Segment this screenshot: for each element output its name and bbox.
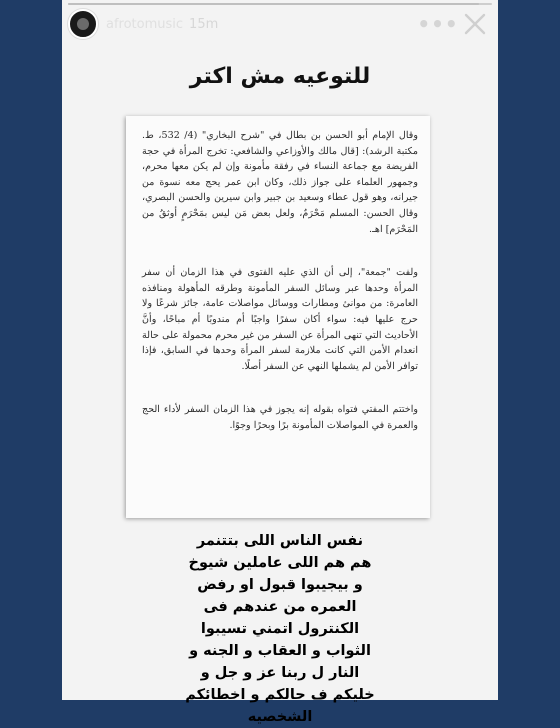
caption-line: النار ل ربنا عز و جل و	[200, 665, 360, 681]
close-icon[interactable]	[458, 7, 492, 41]
caption-line: نفس الناس اللى بتتنمر	[196, 533, 364, 549]
caption-line: العمره من عندهم فى	[203, 599, 357, 615]
caption-line: خليكم ف حالكم و اخطائكم	[185, 687, 375, 703]
avatar-image	[77, 18, 89, 30]
story-timestamp: 15m	[189, 16, 219, 32]
caption-line: الكنترول اتمني تسيبوا	[200, 621, 360, 637]
story-progress-bar	[68, 3, 492, 5]
document-screenshot	[126, 116, 430, 518]
profile-avatar[interactable]	[68, 9, 98, 39]
document-paragraph-2: ولفت "جمعة"، إلى أن الذي عليه الفتوى في هذا الزمان أن سفر المرأة وحدها عبر وسائل السفر المأمونة وطرقه المأهولة ومنافذه العامرة: من موانئ ومطارات ووسائل مواصلات عامة، جائز شرعًا ولا حرج عليها فيه: سواء أكان سفرًا واجبًا أم مندوبًا أم مباحًا، وأنَّ الأحاديث التي تنهى المرأة عن السفر من غير محرم محمولة على حالة انعدام الأمن التي كانت ملازمة لسفر المرأة وحدها في السابق، فإذا توافر الأمن لم يشملها النهي عن السفر أصلًا.	[142, 267, 418, 372]
document-paragraph-1: وقال الإمام أبو الحسن بن بطال في "شرح البخاري" (4/ 532، ط. مكتبة الرشد): [قال مالك والأوزاعي والشافعي: تخرج المرأة في حجة الفريضة مع جماعة النساء في رفقة مأمونة وإن لم يكن معها محرم، وجمهور العلماء على جواز ذلك، وكان ابن عمر يحج معه نسوة من جيرانه، وهو قول عطاء وسعيد بن جبير وابن سيرين والحسن البصري، وقال الحسن: المسلم مَحْرَمٌ، ولعل بعض مَن ليس بمَحْرَمٍ أوثقُ من المَحْرَم] اهـ.	[142, 130, 418, 235]
caption-line: و بيجيبوا قبول او رفض	[197, 577, 363, 593]
story-header	[68, 6, 492, 42]
caption-line: هم هم اللى عاملين شيوخ	[188, 555, 372, 571]
username-link[interactable]: afrotomusic	[106, 16, 184, 32]
story-title: للتوعيه مش اكتر	[189, 64, 371, 89]
caption-line: الثواب و العقاب و الجنه و	[189, 643, 371, 659]
document-text	[142, 128, 418, 434]
story-viewer	[62, 0, 498, 725]
caption-line: الشخصيه	[247, 709, 313, 725]
story-progress-fill	[68, 3, 479, 5]
document-paragraph-3: واختتم المفتي فتواه بقوله إنه يجوز في هذا الزمان السفر لأداء الحج والعمرة في المواصلات المأمونة برًا وبحرًا وجوًا.	[142, 404, 418, 431]
more-icon[interactable]: •••	[417, 12, 459, 36]
story-caption	[62, 530, 498, 728]
